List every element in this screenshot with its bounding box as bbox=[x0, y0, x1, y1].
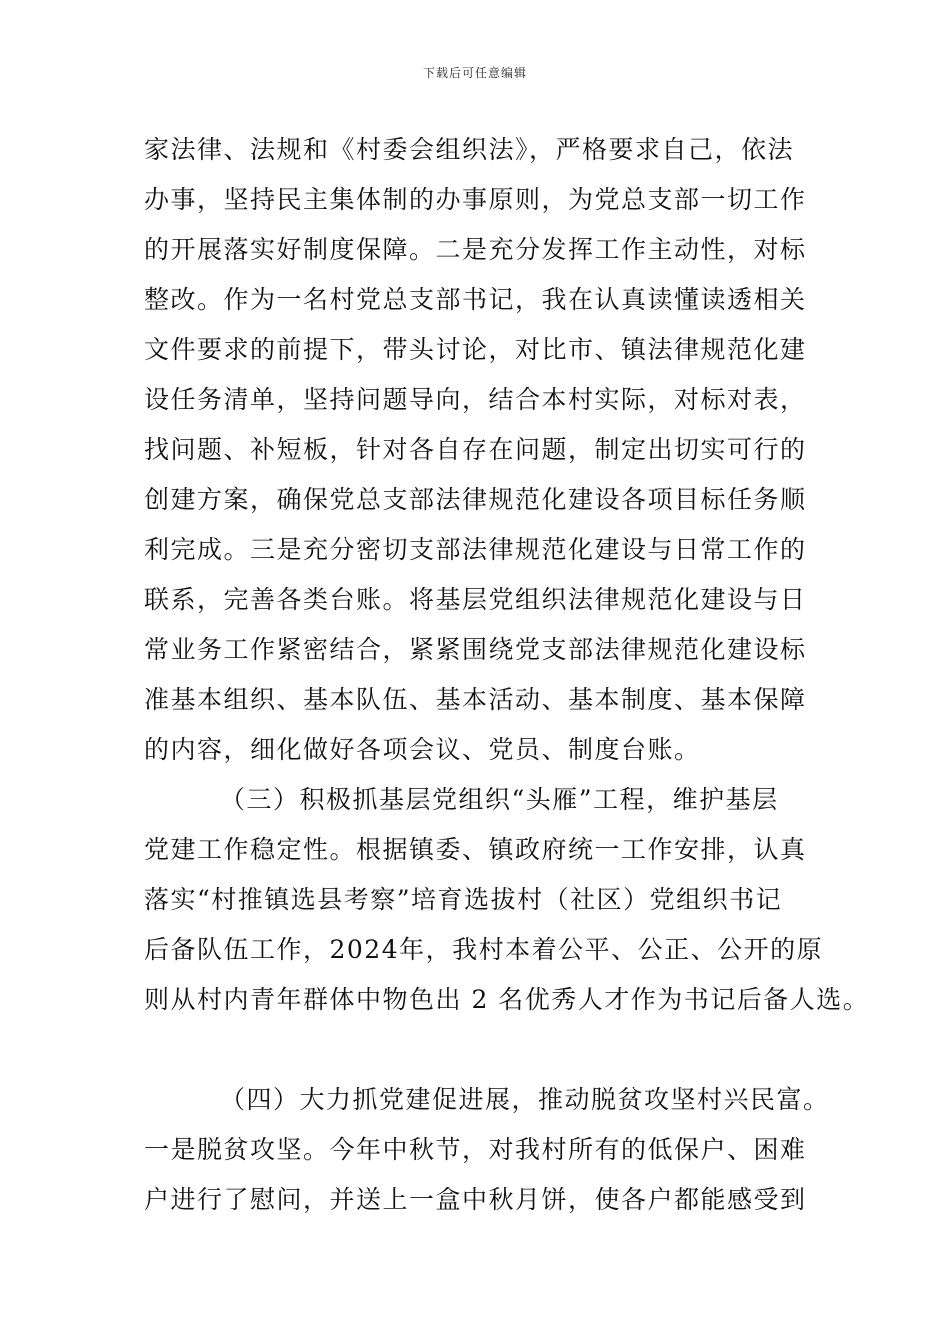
text-line: 设任务清单，坚持问题导向，结合本村实际，对标对表， bbox=[144, 385, 807, 414]
text-line: 一是脱贫攻坚。今年中秋节，对我村所有的低保户、困难 bbox=[144, 1135, 807, 1164]
text-line: 户进行了慰问，并送上一盒中秋月饼，使各户都能感受到 bbox=[144, 1185, 807, 1214]
text-line: 常业务工作紧密结合，紧紧围绕党支部法律规范化建设标 bbox=[144, 635, 807, 664]
text-line: 落实“村推镇选县考察”培育选拔村（社区）党组织书记 bbox=[144, 885, 783, 914]
text-line: 整改。作为一名村党总支部书记，我在认真读懂读透相关 bbox=[144, 285, 807, 314]
text-line: 办事，坚持民主集体制的办事原则，为党总支部一切工作 bbox=[144, 185, 807, 214]
text-line: 后备队伍工作，2024年，我村本着公平、公正、公开的原 bbox=[144, 935, 824, 964]
text-line: 准基本组织、基本队伍、基本活动、基本制度、基本保障 bbox=[144, 685, 807, 714]
text-line: 则从村内青年群体中物色出 2 名优秀人才作为书记后备人选。 bbox=[144, 985, 870, 1014]
section-heading-line: （四）大力抓党建促进展，推动脱贫攻坚村兴民富。 bbox=[220, 1085, 830, 1114]
section-heading-line: （三）积极抓基层党组织“头雁”工程，维护基层 bbox=[220, 785, 779, 814]
text-line: 家法律、法规和《村委会组织法》，严格要求自己，依法 bbox=[144, 135, 795, 164]
text-line: 的开展落实好制度保障。二是充分发挥工作主动性，对标 bbox=[144, 235, 807, 264]
text-line: 联系，完善各类台账。将基层党组织法律规范化建设与日 bbox=[144, 585, 807, 614]
text-line: 利完成。三是充分密切支部法律规范化建设与日常工作的 bbox=[144, 535, 807, 564]
page-header: 下载后可任意编辑 bbox=[422, 66, 527, 80]
text-line: 的内容，细化做好各项会议、党员、制度台账。 bbox=[144, 735, 701, 764]
text-line: 找问题、补短板，针对各自存在问题，制定出切实可行的 bbox=[144, 435, 807, 464]
text-line: 创建方案，确保党总支部法律规范化建设各项目标任务顺 bbox=[144, 485, 807, 514]
text-line: 文件要求的前提下，带头讨论，对比市、镇法律规范化建 bbox=[144, 335, 807, 364]
text-line: 党建工作稳定性。根据镇委、镇政府统一工作安排，认真 bbox=[144, 835, 807, 864]
